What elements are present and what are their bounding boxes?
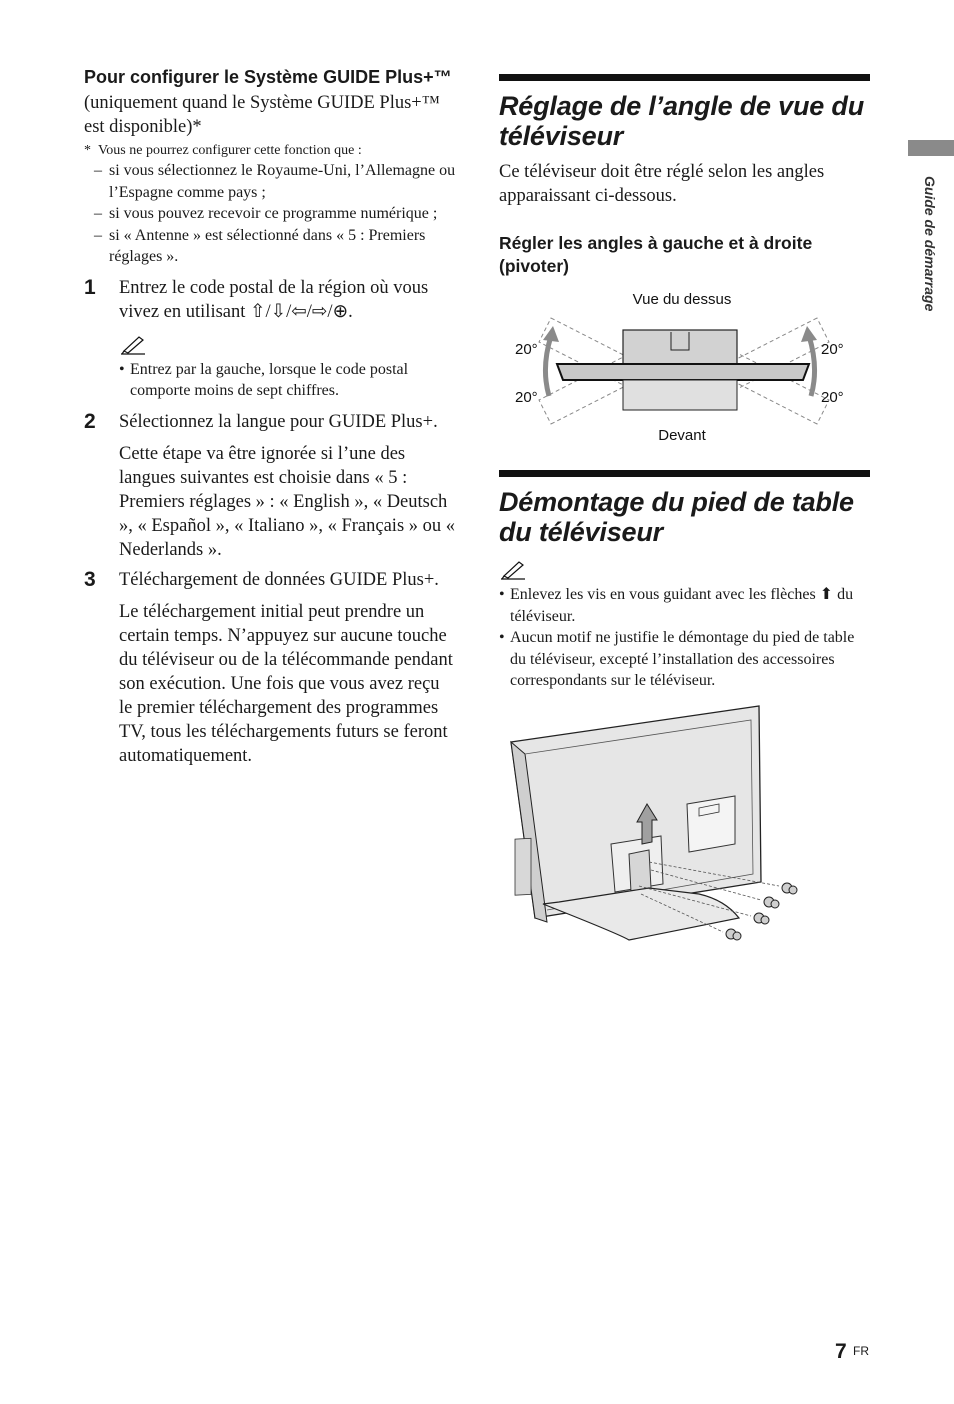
screws [726,883,797,940]
rotate-arrow-left [545,336,551,396]
angle-label-right-down: 20° [821,389,844,406]
step-2-detail: Cette étape va être ignorée si l’une des langues suivantes est choisie dans « 5 : Premiers réglages » : « English », « Deutsch », « Español », « Italiano », « Français » ou « Nederlands ». [119,443,456,560]
note-pencil-icon [499,559,527,581]
step-text: Téléchargement de données GUIDE Plus+. [119,569,439,590]
stand-removal-title: Démontage du pied de table du téléviseur [499,487,854,547]
step-text: Entrez le code postal de la région où vous vivez en utilisant ⇧/⇩/⇦/⇨/⊕. [119,277,429,322]
note-pencil-icon [119,334,147,356]
angle-label-left-up: 20° [515,341,538,358]
section-tab-marker [908,140,954,156]
guide-plus-subtitle: (uniquement quand le Système GUIDE Plus+™ est disponible)* [84,93,440,137]
viewing-angle-title: Réglage de l’angle de vue du téléviseur [499,91,864,151]
step-3-detail: Le téléchargement initial peut prendre un certain temps. N’appuyez sur aucune touche du téléviseur ou de la télécommande pendant son exécution. Une fois que vous avez reçu le premier téléchargement des programmes TV, tous les téléchargements futurs se feront automatiquement. [119,601,453,766]
swivel-top-view-diagram [499,288,871,450]
tv-body-top-view [557,364,809,380]
swivel-subheading: Régler les angles à gauche et à droite (pivoter) [499,233,813,276]
step-number: 1 [84,275,96,299]
section-tab-label: Guide de démarrage [922,176,938,312]
footnote-item: – si « Antenne » est sélectionné dans « 5 : Premiers réglages ». [94,226,426,265]
step-number: 3 [84,567,96,591]
step-text: Sélectionnez la langue pour GUIDE Plus+. [119,411,438,432]
step-3 [84,568,456,592]
stand-base [623,380,737,410]
footnote-item: – si vous pouvez recevoir ce programme numérique ; [94,205,438,222]
section-rule [499,74,870,81]
top-view-label: Vue du dessus [632,291,732,308]
note-bullet: • Entrez par la gauche, lorsque le code postal comporte moins de sept chiffres. [119,360,409,399]
viewing-angle-intro: Ce téléviseur doit être réglé selon les angles apparaissant ci-dessous. [499,162,825,206]
footnote-item: – si vous sélectionnez le Royaume-Uni, l’Allemagne ou l’Espagne comme pays ; [94,162,456,201]
step-1 [84,276,456,402]
angle-label-right-up: 20° [821,341,844,358]
step-number: 2 [84,409,96,433]
note-bullet: • Enlevez les vis en vous guidant avec les flèches ⬆ du téléviseur. [499,586,854,625]
note-bullet: • Aucun motif ne justifie le démontage du pied de table du téléviseur, excepté l’installation des accessoires correspondants sur le téléviseur. [499,629,855,689]
page-language-code: FR [853,1344,869,1358]
page-number: 7 [835,1340,847,1363]
tv-rear-stand-removal-illustration [499,704,871,954]
guide-plus-heading: Pour configurer le Système GUIDE Plus+™ [84,67,452,87]
footnote-text: Vous ne pourrez configurer cette fonction que : [98,143,362,158]
rotate-arrow-right [809,336,815,396]
front-label: Devant [658,427,706,444]
left-column [84,66,456,768]
section-rule [499,470,870,477]
step-2 [84,410,456,434]
footnote [84,141,456,160]
angle-label-left-down: 20° [515,389,538,406]
stand-top [623,330,737,368]
right-column [499,74,871,954]
footnote-star: * [84,143,91,158]
